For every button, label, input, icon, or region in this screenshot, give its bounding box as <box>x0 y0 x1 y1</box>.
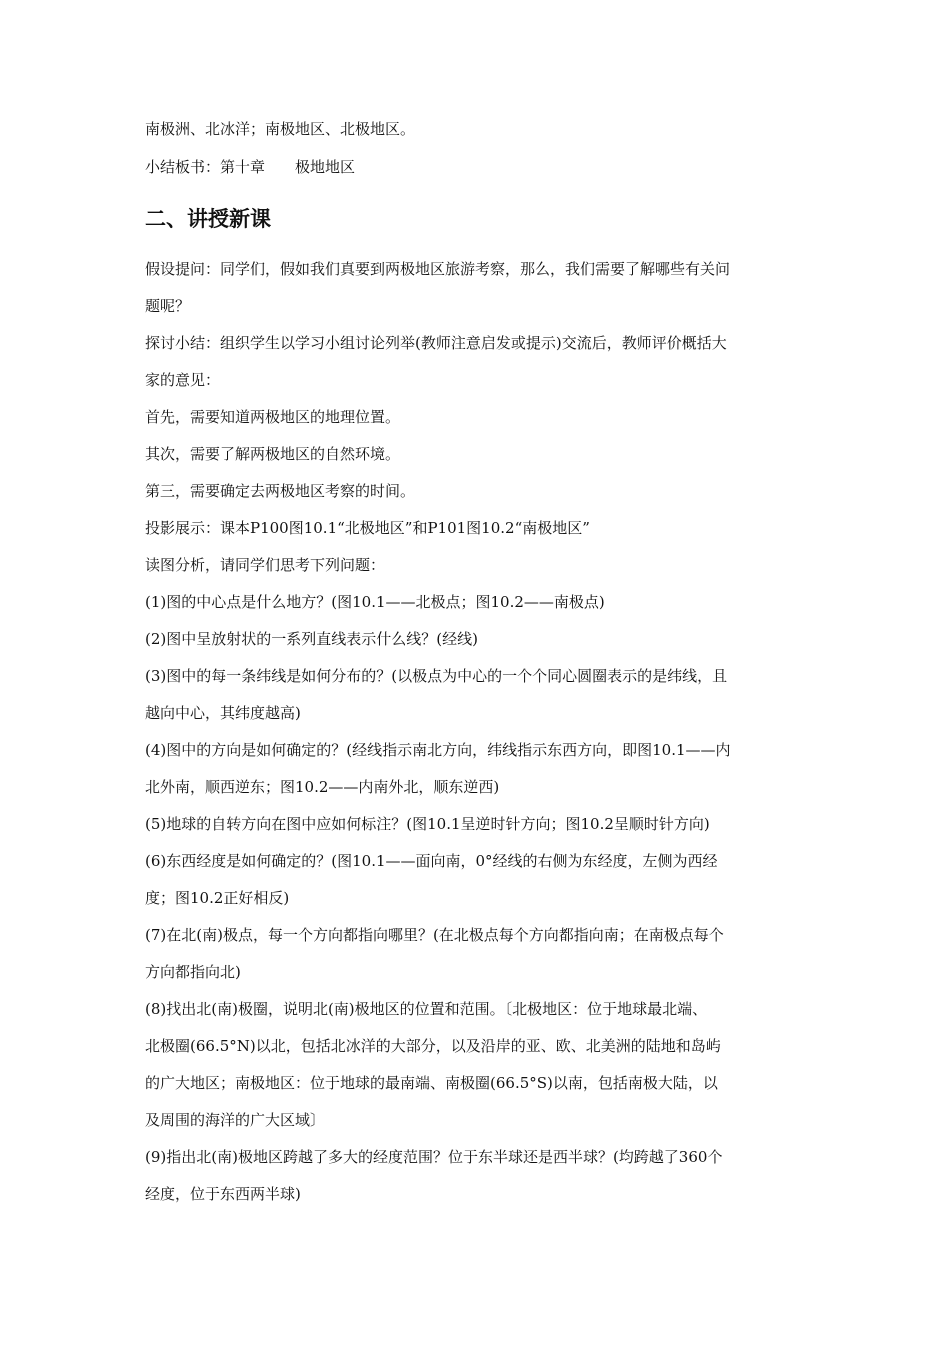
text-line: 读图分析，请同学们思考下列问题： <box>145 556 386 574</box>
text-line: 南极洲、北冰洋；南极地区、北极地区。 <box>145 120 416 138</box>
text-line: (4)图中的方向是如何确定的？(经线指示南北方向，纬线指示东西方向，即图10.1——内 <box>145 741 731 759</box>
text-line: 北极圈(66.5°N)以北，包括北冰洋的大部分，以及沿岸的亚、欧、北美洲的陆地和岛屿 <box>145 1037 721 1055</box>
text-line: 第三，需要确定去两极地区考察的时间。 <box>145 482 416 500</box>
text-line: 越向中心，其纬度越高) <box>145 704 301 722</box>
text-line: 首先，需要知道两极地区的地理位置。 <box>145 408 401 426</box>
text-line: (1)图的中心点是什么地方？(图10.1——北极点；图10.2——南极点) <box>145 593 605 611</box>
text-line: 经度，位于东西两半球) <box>145 1185 301 1203</box>
text-line: (8)找出北(南)极圈，说明北(南)极地区的位置和范围。〔北极地区：位于地球最北端、 <box>145 1000 708 1018</box>
text-line: (2)图中呈放射状的一系列直线表示什么线？(经线) <box>145 630 478 648</box>
text-line: 度；图10.2正好相反) <box>145 889 290 907</box>
text-line: 假设提问：同学们，假如我们真要到两极地区旅游考察，那么，我们需要了解哪些有关问 <box>145 260 731 278</box>
text-line: 及周围的海洋的广大区域〕 <box>145 1111 326 1129</box>
text-line: (3)图中的每一条纬线是如何分布的？(以极点为中心的一个个同心圆圈表示的是纬线，且 <box>145 667 728 685</box>
text-line: (7)在北(南)极点，每一个方向都指向哪里？(在北极点每个方向都指向南；在南极点每个 <box>145 926 724 944</box>
text-line: (6)东西经度是如何确定的？(图10.1——面向南，0°经线的右侧为东经度，左侧为西经 <box>145 852 718 870</box>
text-line: 小结板书：第十章 极地地区 <box>145 158 356 176</box>
text-line: 探讨小结：组织学生以学习小组讨论列举(教师注意启发或提示)交流后，教师评价概括大 <box>145 334 727 352</box>
text-line: 方向都指向北) <box>145 963 241 981</box>
text-line: (5)地球的自转方向在图中应如何标注？(图10.1呈逆时针方向；图10.2呈顺时针方向) <box>145 815 710 833</box>
text-line: 的广大地区；南极地区：位于地球的最南端、南极圈(66.5°S)以南，包括南极大陆，以 <box>145 1074 718 1092</box>
section-heading: 二、讲授新课 <box>145 207 271 231</box>
text-line: 北外南，顺西逆东；图10.2——内南外北，顺东逆西) <box>145 778 500 796</box>
text-line: 题呢？ <box>145 297 191 315</box>
text-line: 其次，需要了解两极地区的自然环境。 <box>145 445 401 463</box>
text-line: (9)指出北(南)极地区跨越了多大的经度范围？位于东半球还是西半球？(均跨越了360个 <box>145 1148 723 1166</box>
text-line: 家的意见： <box>145 371 221 389</box>
text-line: 投影展示：课本P100图10.1“北极地区”和P101图10.2“南极地区” <box>145 519 590 537</box>
